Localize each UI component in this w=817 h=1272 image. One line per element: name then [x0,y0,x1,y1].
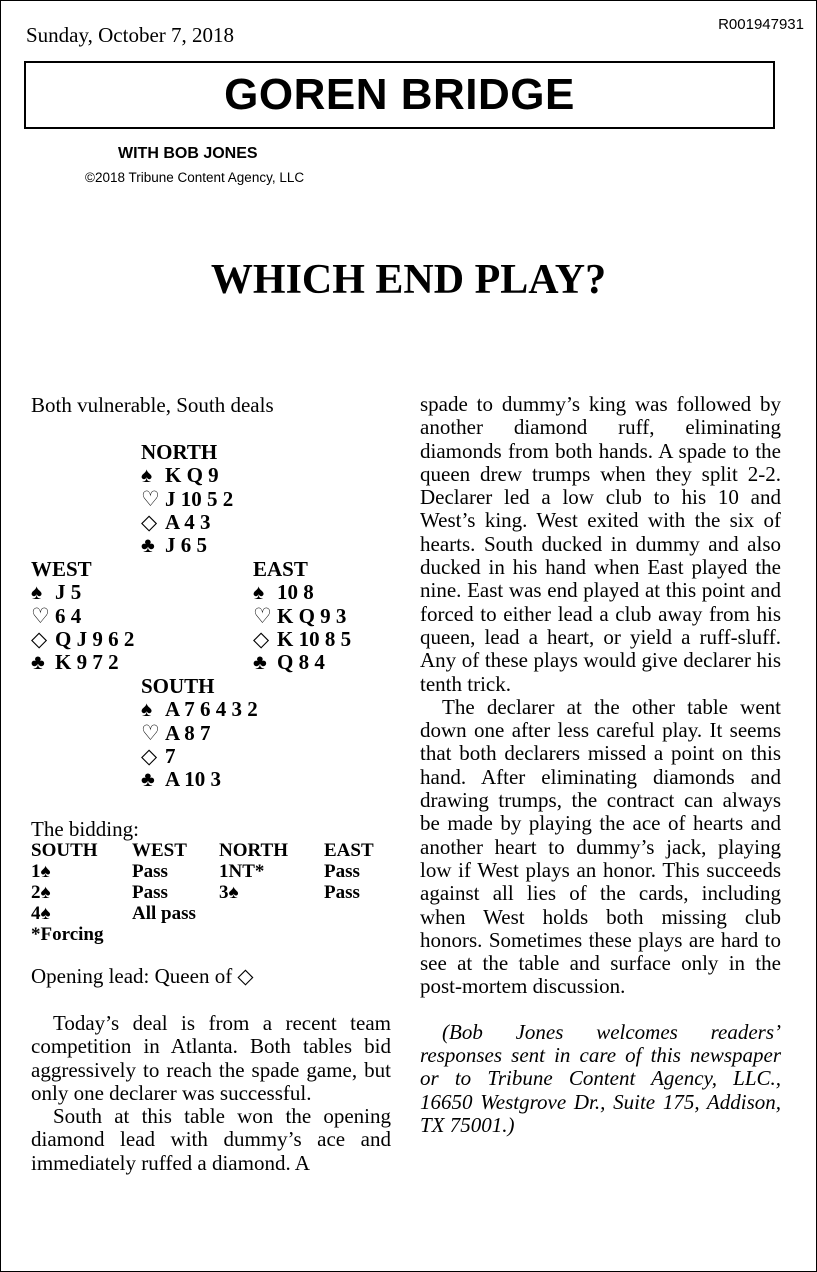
bidding-header: WEST [132,840,187,861]
south-hearts: A 8 7 [165,720,211,745]
west-spades: J 5 [55,580,82,605]
document-code: R001947931 [718,16,804,33]
diamond-icon: ◇ [141,743,158,768]
south-hand [141,675,258,791]
heart-icon: ♡ [141,486,160,511]
north-label: NORTH [141,440,218,464]
opening-lead: Opening lead: Queen of ◇ [31,964,254,988]
diamond-icon: ◇ [253,626,270,651]
bid-cell: Pass [324,882,360,903]
body-paragraph: Today’s deal is from a recent team competition in Atlanta. Both tables bid aggressively to reach the spade game, but only one declarer was successful. [31,1011,391,1105]
body-paragraph: South at this table won the opening diamond lead with dummy’s ace and immediately ruffed a diamond. A [31,1104,391,1175]
bidding-note: *Forcing [31,924,104,945]
south-spades: A 7 6 4 3 2 [165,697,258,722]
bidding-header: NORTH [219,840,289,861]
club-icon: ♣ [253,650,267,675]
bid-cell: 3♠ [219,882,239,903]
spade-icon: ♠ [253,580,265,605]
article-body-right [420,393,781,1137]
article-headline: WHICH END PLAY? [210,257,607,303]
east-diamonds: K 10 8 5 [277,626,352,651]
spade-icon: ♠ [141,697,153,722]
south-clubs: A 10 3 [165,767,222,792]
east-clubs: Q 8 4 [277,650,325,675]
publication-date: Sunday, October 7, 2018 [26,23,235,47]
bid-cell: All pass [132,903,196,924]
north-diamonds: A 4 3 [165,509,211,534]
bid-cell: 2♠ [31,882,51,903]
west-hearts: 6 4 [55,603,82,628]
north-spades: K Q 9 [165,463,219,488]
spade-icon: ♠ [31,580,43,605]
west-clubs: K 9 7 2 [55,650,119,675]
east-hearts: K Q 9 3 [277,603,347,628]
south-diamonds: 7 [165,743,176,768]
byline: WITH BOB JONES [118,145,258,162]
diamond-icon: ◇ [31,626,48,651]
diamond-icon: ◇ [141,509,158,534]
east-hand [253,558,351,674]
club-icon: ♣ [141,533,155,558]
bid-cell: 4♠ [31,903,51,924]
west-label: WEST [31,557,92,581]
column-banner: GOREN BRIDGE [24,61,775,129]
heart-icon: ♡ [253,603,272,628]
bidding-header: EAST [324,840,374,861]
bid-cell: Pass [132,861,168,882]
west-diamonds: Q J 9 6 2 [55,626,135,651]
author-note: (Bob Jones welcomes readers’ responses sent in care of this newspaper or to Tribune Content Agency, LLC., 16650 Westgrove Dr., Suite 175, Addison, TX 75001.) [420,1019,781,1137]
heart-icon: ♡ [141,720,160,745]
bid-cell: Pass [324,861,360,882]
copyright-notice: ©2018 Tribune Content Agency, LLC [85,170,305,185]
bid-cell: Pass [132,882,168,903]
bid-cell: 1NT* [219,861,265,882]
east-label: EAST [253,557,308,581]
club-icon: ♣ [31,650,45,675]
south-label: SOUTH [141,674,215,698]
bidding-header: SOUTH [31,840,98,861]
spade-icon: ♠ [141,463,153,488]
club-icon: ♣ [141,767,155,792]
bid-cell: 1♠ [31,861,51,882]
bidding-title: The bidding: [31,817,139,841]
body-paragraph: spade to dummy’s king was followed by another diamond ruff, eliminating diamonds from both hands. A spade to the queen drew trumps when they split 2-2. Declarer led a low club to his 10 and West’s king. West exited with the six of hearts. South ducked in dummy and also ducked in his hand when East played the nine. East was end played at this point and forced to either lead a club away from his queen, lead a heart, or yield a ruff-sluff. Any of these plays would give declarer his tenth trick. [420,392,781,696]
west-hand [31,558,134,674]
deal-conditions: Both vulnerable, South deals [31,393,274,417]
north-hand [141,441,233,557]
east-spades: 10 8 [277,580,314,605]
article-body-left [31,1012,391,1175]
body-paragraph: The declarer at the other table went down one after less careful play. It seems that both declarers missed a point on this hand. After eliminating diamonds and drawing trumps, the contract can always be made by playing the ace of hearts and another heart to dummy’s jack, playing low if West plays an honor. This succeeds against all lies of the cards, including when West holds both missing club honors. Sometimes these plays are hard to see at the table and surface only in the post-mortem discussion. [420,694,781,999]
heart-icon: ♡ [31,603,50,628]
north-hearts: J 10 5 2 [165,486,234,511]
north-clubs: J 6 5 [165,533,207,558]
